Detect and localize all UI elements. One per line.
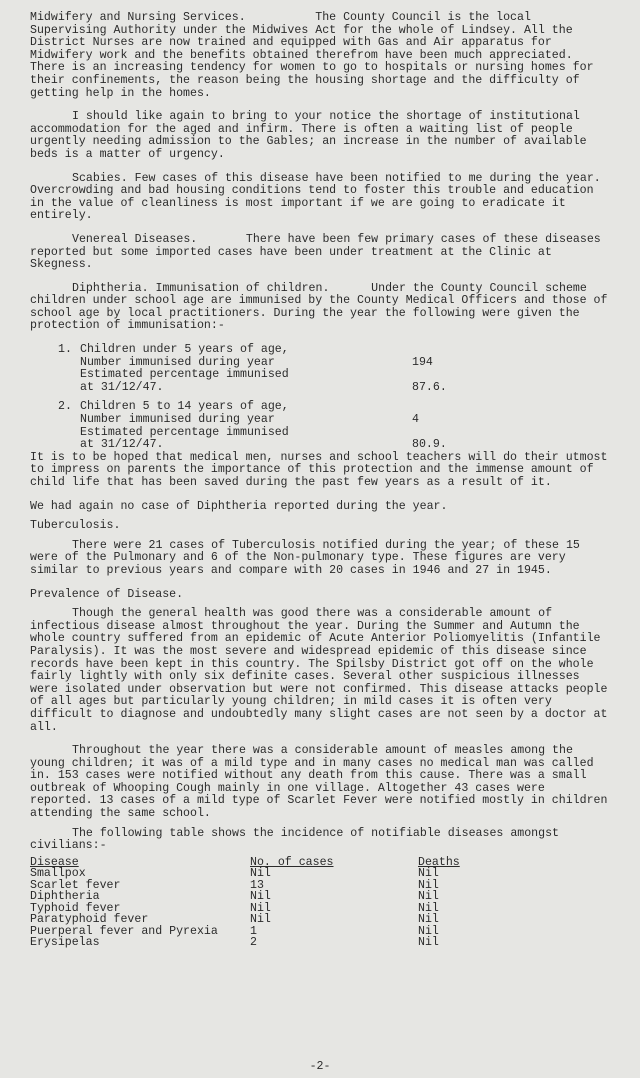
cell-cases: Nil [250, 913, 271, 927]
group1-count: 194 [412, 355, 433, 369]
paragraph-midwifery: Midwifery and Nursing Services. The County Council is the local Supervising Authority under the Midwives Act for the whole of Lindsey. All the District Nurses are now trained and equipped with Gas and Air apparatus for Midwifery work and the benefits obtained therefrom have been much appreciated. There is an increasing tendency for women to go to hospitals or nursing homes for their confinements, the reason being the housing shortage and the difficulty of getting help in the homes. [30, 11, 601, 100]
cell-cases: 13 [250, 878, 264, 892]
header-disease: Disease [30, 855, 79, 869]
header-cases: No. of cases [250, 855, 334, 869]
group2-number: 2. [58, 400, 72, 414]
paragraph-venereal: Venereal Diseases. There have been few primary cases of these diseases reported but some imported cases have been under treatment at the Clinic at Skegness. [30, 232, 608, 272]
group2-count-label: Number immunised during year [80, 413, 275, 427]
paragraph-table-intro: The following table shows the incidence of notifiable diseases amongst civilians:- [30, 826, 566, 853]
cell-cases: 2 [250, 936, 257, 950]
cell-disease: Erysipelas [30, 936, 100, 950]
table-row [30, 880, 610, 892]
paragraph-immunisation-hope: It is to be hoped that medical men, nurses and school teachers will do their utmost to impress on parents the importance of this protection and the immense amount of child life that has been saved during the past few years as a result of it. [30, 450, 615, 489]
cell-disease: Puerperal fever and Pyrexia [30, 924, 218, 938]
cell-deaths: Nil [418, 890, 439, 904]
immunisation-list [58, 344, 618, 452]
table-header-row [30, 857, 610, 869]
cell-deaths: Nil [418, 913, 439, 927]
group2-count: 4 [412, 413, 419, 427]
paragraph-diphtheria-intro: Diphtheria. Immunisation of children. Under the County Council scheme children under school age are immunised by the County Medical Officers and those of school age by local practitioners. During the year the following were given the protection of immunisation:- [30, 281, 615, 333]
group1-pct: 87.6. [412, 380, 447, 394]
cell-deaths: Nil [418, 924, 439, 938]
cell-deaths: Nil [418, 936, 439, 950]
header-deaths: Deaths [418, 855, 460, 869]
group2-pct: 80.9. [412, 438, 447, 452]
cell-cases: 1 [250, 924, 257, 938]
group2-pct-date: at 31/12/47. [80, 438, 164, 452]
cell-deaths: Nil [418, 901, 439, 915]
cell-deaths: Nil [418, 867, 439, 881]
cell-disease: Diphtheria [30, 890, 100, 904]
cell-deaths: Nil [418, 878, 439, 892]
group1-pct-label: Estimated percentage immunised [80, 368, 289, 382]
heading-prevalence: Prevalence of Disease. [30, 587, 184, 601]
table-row [30, 926, 610, 938]
cell-cases: Nil [250, 901, 271, 915]
group2-pct-label: Estimated percentage immunised [80, 425, 289, 439]
heading-tuberculosis: Tuberculosis. [30, 519, 121, 533]
page-number: -2- [309, 1060, 331, 1074]
group2-title: Children 5 to 14 years of age, [80, 400, 289, 414]
group1-count-label: Number immunised during year [80, 355, 275, 369]
group1-number: 1. [58, 343, 72, 357]
table-row [30, 937, 610, 949]
paragraph-scabies: Scabies. Few cases of this disease have been notified to me during the year. Overcrowding and bad housing conditions tend to foster this trouble and education in the value of cleanliness is most important if we are going to eradicate it entirely. [30, 171, 608, 223]
disease-table [30, 857, 610, 949]
paragraph-tuberculosis: There were 21 cases of Tuberculosis notified during the year; of these 15 were of the Pulmonary and 6 of the Non-pulmonary type. These figures are very similar to previous years and compare with 20 cases in 1946 and 27 in 1945. [30, 538, 587, 577]
paragraph-prevalence: Though the general health was good there was a considerable amount of infectious disease almost throughout the year. During the Summer and Autumn the whole country suffered from an epidemic of Acute Anterior Poliomyelitis (Infantile Paralysis). It was the most severe and widespread epidemic of this disease since records have been kept in this country. The Spilsby District got off on the whole fairly lightly with only six definite cases. Several other suspicious illnesses were isolated under observation but were not confirmed. This disease attacks people of all ages but particularly young children; in mild cases it is often very difficult to diagnose and undoubtedly many slight cases are not seen by a doctor at all. [30, 607, 615, 734]
paragraph-no-diphtheria: We had again no case of Diphtheria reported during the year. [30, 499, 448, 513]
cell-cases: Nil [250, 890, 271, 904]
cell-disease: Smallpox [30, 867, 86, 881]
paragraph-institutional: I should like again to bring to your notice the shortage of institutional accommodation for the aged and infirm. There is often a waiting list of people urgently needing admission to the Gables; an increase in the number of available beds is a matter of urgency. [30, 110, 594, 161]
cell-disease: Scarlet fever [30, 878, 121, 892]
group1-pct-date: at 31/12/47. [80, 380, 164, 394]
paragraph-measles: Throughout the year there was a considerable amount of measles among the young children; it was of a mild type and in many cases no medical man was called in. 153 cases were notified without any death from this cause. There was a small outbreak of Whooping Cough mainly in one village. Altogether 43 cases were reported. 13 cases of a mild type of Scarlet Fever were notified mostly in children attending the same school. [30, 744, 615, 821]
cell-cases: Nil [250, 867, 271, 881]
group1-title: Children under 5 years of age, [80, 343, 289, 357]
cell-disease: Typhoid fever [30, 901, 121, 915]
cell-disease: Paratyphoid fever [30, 913, 149, 927]
